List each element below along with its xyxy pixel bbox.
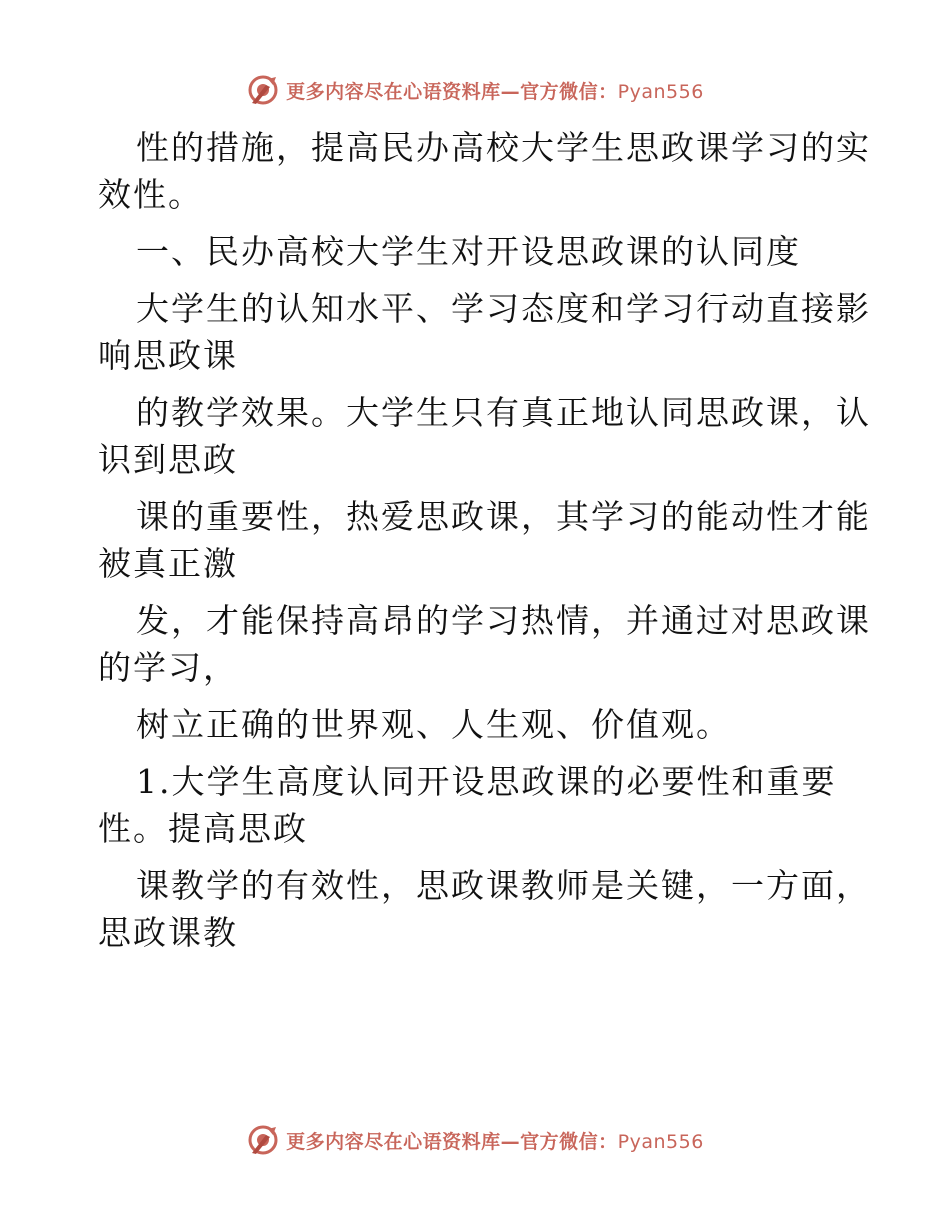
text-line: 1.大学生高度认同开设思政课的必要性和重要 (136, 762, 837, 801)
text-line: 课教学的有效性，思政课教师是关键，一方面， (136, 866, 871, 905)
paragraph (98, 701, 858, 748)
paragraph (98, 389, 871, 483)
paragraph (98, 493, 871, 587)
paragraph (98, 597, 871, 691)
header-banner (0, 70, 950, 110)
text-line: 的学习， (98, 648, 238, 687)
text-line: 效性。 (98, 175, 203, 214)
footer-banner (0, 1120, 950, 1160)
text-line: 识到思政 (98, 440, 238, 479)
header-banner-text: 更多内容尽在心语资料库—官方微信：Pyan556 (286, 80, 704, 103)
paragraph (98, 758, 858, 852)
text-line: 发，才能保持高昂的学习热情，并通过对思政课 (136, 601, 871, 640)
text-line: 思政课教 (98, 913, 238, 952)
text-line: 的教学效果。大学生只有真正地认同思政课，认 (136, 393, 871, 432)
text-line: 课的重要性，热爱思政课，其学习的能动性才能 (136, 497, 871, 536)
section-heading (98, 228, 858, 275)
text-line: 性的措施，提高民办高校大学生思政课学习的实 (136, 128, 871, 167)
pen-seal-icon (246, 1123, 280, 1157)
text-line: 大学生的认知水平、学习态度和学习行动直接影 (136, 289, 871, 328)
footer-banner-text: 更多内容尽在心语资料库—官方微信：Pyan556 (286, 1130, 704, 1153)
footer-wechat-handle: Pyan556 (617, 1130, 704, 1153)
document-body (98, 124, 871, 956)
paragraph (98, 862, 871, 956)
pen-seal-icon (246, 73, 280, 107)
paragraph (98, 124, 871, 218)
paragraph (98, 285, 871, 379)
header-wechat-handle: Pyan556 (617, 80, 704, 103)
text-line: 被真正激 (98, 544, 238, 583)
text-line: 性。提高思政 (98, 809, 308, 848)
text-line: 一、民办高校大学生对开设思政课的认同度 (136, 232, 801, 271)
text-line: 响思政课 (98, 336, 238, 375)
text-line: 树立正确的世界观、人生观、价值观。 (136, 705, 731, 744)
